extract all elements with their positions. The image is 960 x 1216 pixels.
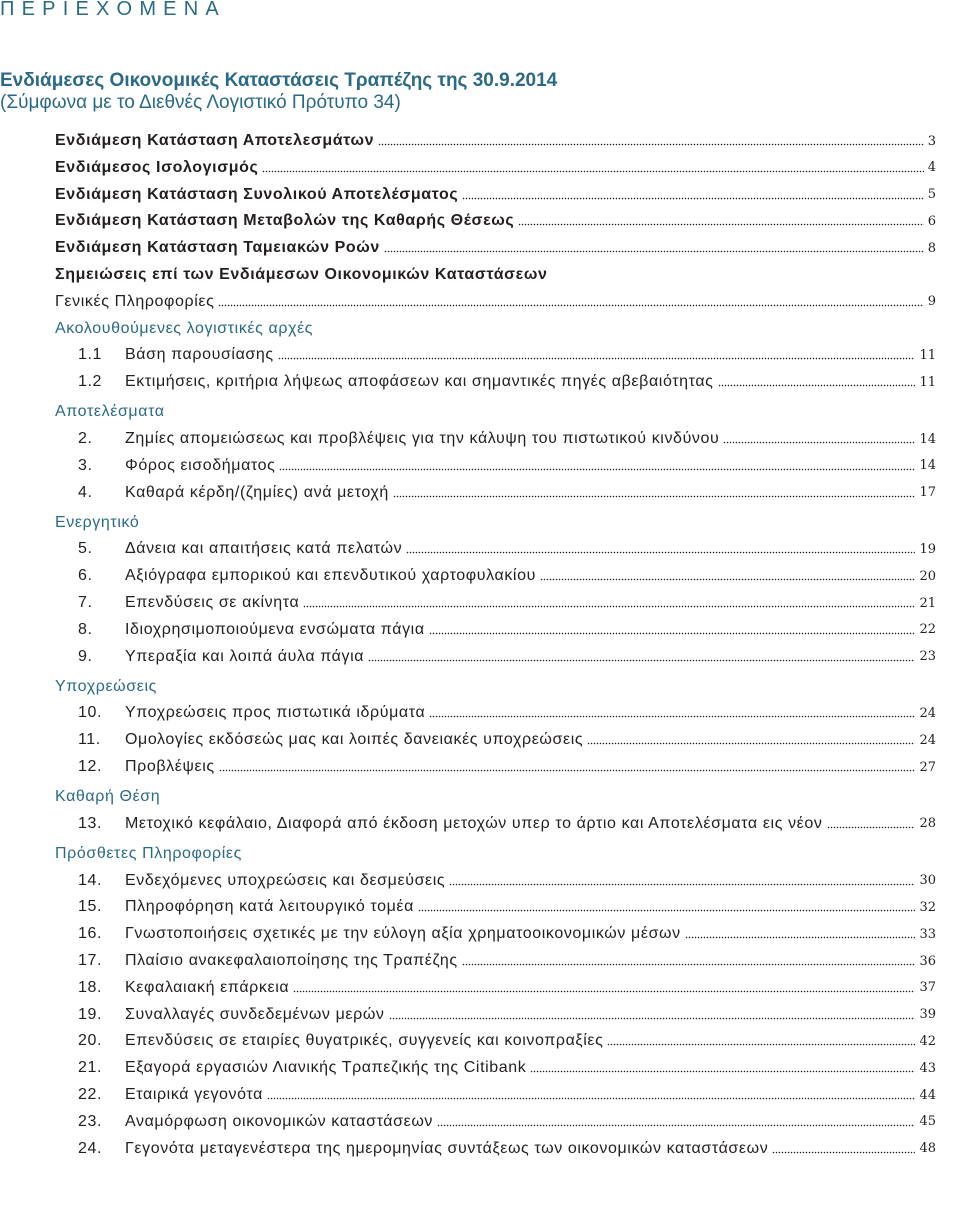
toc-note-entry[interactable] [78,921,936,947]
dot-leader [278,357,916,360]
dot-leader [279,468,915,471]
toc-entry-label: Γεγονότα μεταγενέστερα της ημερομηνίας συντάξεως των οικονομικών καταστάσεων [125,1139,769,1157]
toc-entry-label: Γενικές Πληροφορίες [55,292,215,310]
toc-entry-label: Βάση παρουσίασης [125,346,274,364]
toc-note-entry[interactable] [78,563,936,589]
toc-entry-number: 11. [78,731,101,749]
dot-leader [437,1124,915,1127]
dot-leader [429,715,915,718]
toc-statement-entry[interactable] [55,155,936,181]
toc-entry-label: Μετοχικό κεφάλαιο, Διαφορά από έκδοση μετοχών υπερ το άρτιο και Αποτελέσματα εις νέον [125,814,823,832]
page-number: 3 [927,133,936,149]
page-number: 17 [919,485,936,501]
page-number: 36 [919,953,936,969]
toc-entry-number: 19. [78,1005,103,1023]
toc-entry-number: 14. [78,871,103,889]
page-number: 42 [919,1033,936,1049]
dot-leader [393,495,916,498]
toc-entry-label: Καθαρά κέρδη/(ζημίες) ανά μετοχή [125,483,389,501]
report-subtitle: (Σύμφωνα με το Διεθνές Λογιστικό Πρότυπο 34) [0,92,401,113]
page-number: 14 [919,458,936,474]
page-number: 20 [919,568,936,584]
toc-note-entry[interactable] [78,480,936,506]
dot-leader [368,659,915,662]
page-number: 27 [919,759,936,775]
toc-entry-number: 8. [78,620,93,638]
section-heading-accounting-policies: Ακολουθούμενες λογιστικές αρχές [55,319,314,337]
toc-entry-number: 5. [78,540,93,558]
dot-leader [462,963,916,966]
toc-entry-label: Ενδιάμεση Κατάσταση Ταμειακών Ροών [55,239,380,257]
toc-note-entry[interactable] [78,727,936,753]
page-number: 22 [919,622,936,638]
toc-entry-label: Εταιρικά γεγονότα [125,1086,263,1104]
toc-note-entry[interactable] [78,453,936,479]
dot-leader [389,1017,916,1020]
toc-entry-label: Εκτιμήσεις, κριτήρια λήψεως αποφάσεων και σημαντικές πηγές αβεβαιότητας [125,373,714,391]
toc-statement-entry[interactable] [55,128,936,154]
page-number: 39 [919,1007,936,1023]
toc-statement-entry[interactable] [55,235,936,261]
toc-entry-number: 6. [78,567,93,585]
section-heading-results: Αποτελέσματα [55,403,165,421]
toc-note-entry[interactable] [78,617,936,643]
toc-note-entry[interactable] [78,894,936,920]
toc-entry-label: Φόρος εισοδήματος [125,456,276,474]
page-number: 11 [919,347,936,363]
page-number: 24 [919,705,936,721]
toc-entry-number: 18. [78,978,103,996]
toc-entry-label: Ενδιάμεση Κατάσταση Μεταβολών της Καθαρής Θέσεως [55,212,515,230]
toc-entry-number: 20. [78,1032,103,1050]
toc-entry-number: 17. [78,952,103,970]
dot-leader [449,883,915,886]
dot-leader [462,197,923,200]
page-number: 23 [919,649,936,665]
toc-entry-number: 3. [78,456,93,474]
toc-note-entry[interactable] [78,975,936,1001]
toc-entry-label: Ζημίες απομειώσεως και προβλέψεις για την κάλυψη του πιστωτικού κινδύνου [125,430,720,448]
dot-leader [540,578,916,581]
section-heading-equity: Καθαρή Θέση [55,788,161,806]
toc-note-entry[interactable] [78,1136,936,1162]
dot-leader [718,384,916,387]
toc-entry-label: Γνωστοποιήσεις σχετικές με την εύλογη αξία χρηματοοικονομικών μέσων [125,925,681,943]
toc-note-entry[interactable] [78,536,936,562]
toc-note-entry[interactable] [78,1028,936,1054]
dot-leader [723,441,915,444]
page-number: 32 [919,899,936,915]
dot-leader [406,551,915,554]
report-title: Ενδιάμεσες Οικονομικές Καταστάσεις Τραπέζης της 30.9.2014 [0,70,558,91]
section-heading-additional-info: Πρόσθετες Πληροφορίες [55,844,242,862]
toc-entry-label: Ενδιάμεση Κατάσταση Αποτελεσμάτων [55,132,375,149]
toc-note-entry[interactable] [78,811,936,837]
toc-entry-label: Δάνεια και απαιτήσεις κατά πελατών [125,540,403,558]
toc-entry-number: 10. [78,704,103,722]
page-number: 4 [927,160,936,176]
toc-note-entry[interactable] [78,1002,936,1028]
page-number: 48 [919,1141,936,1157]
dot-leader [303,605,915,608]
toc-entry-label: Κεφαλαιακή επάρκεια [125,978,290,996]
toc-entry-label: Αξιόγραφα εμπορικού και επενδυτικού χαρτοφυλακίου [125,567,536,585]
toc-entry-label: Υπεραξία και λοιπά άυλα πάγια [125,647,365,665]
toc-entry-label: Ενδιάμεσος Ισολογισμός [55,158,259,176]
page-number: 5 [927,187,936,203]
toc-entry-label: Συναλλαγές συνδεδεμένων μερών [125,1005,385,1023]
toc-entry-number: 16. [78,925,103,943]
toc-statement-entry[interactable] [55,208,936,234]
toc-note-entry[interactable] [78,342,936,368]
toc-entry-label: Πλαίσιο ανακεφαλαιοποίησης της Τραπέζης [125,952,458,970]
toc-note-entry[interactable] [78,369,936,395]
dot-leader [827,826,916,829]
toc-note-entry[interactable] [78,644,936,670]
toc-entry-number: 21. [78,1059,103,1077]
toc-entry-label: Προβλέψεις [125,758,215,776]
page-number: 8 [927,240,936,256]
toc-entry-number: 4. [78,483,93,501]
dot-leader [607,1043,915,1046]
toc-entry-number: 1.1 [78,346,103,364]
dot-leader [418,909,915,912]
toc-note-entry[interactable] [78,1082,936,1108]
toc-entry-number: 24. [78,1139,103,1157]
toc-entry-label: Εξαγορά εργασιών Λιανικής Τραπεζικής της Citibank [125,1059,527,1077]
page-number: 9 [927,294,936,310]
toc-entry-label: Ιδιοχρησιμοποιούμενα ενσώματα πάγια [125,620,425,638]
page-number: 11 [919,374,936,390]
section-heading-assets: Ενεργητικό [55,513,140,531]
dot-leader [219,769,916,772]
dot-leader [218,304,923,307]
page-number: 33 [919,926,936,942]
toc-statement-entry[interactable] [55,182,936,208]
dot-leader [429,632,916,635]
page-number: 43 [919,1060,936,1076]
notes-section-title: Σημειώσεις επί των Ενδιάμεσων Οικονομικών Καταστάσεων [55,266,548,283]
toc-note-entry[interactable] [78,426,936,452]
dot-leader [772,1151,915,1154]
page-number: 14 [919,431,936,447]
dot-leader [518,223,923,226]
dot-leader [262,170,923,173]
toc-entry-label: Επενδύσεις σε ακίνητα [125,594,300,612]
toc-entry-number: 13. [78,814,103,832]
toc-note-entry[interactable] [78,948,936,974]
toc-entry-number: 1.2 [78,373,103,391]
toc-entry-label: Ενδιάμεση Κατάσταση Συνολικού Αποτελέσματος [55,185,459,203]
toc-entry-label: Ενδεχόμενες υποχρεώσεις και δεσμεύσεις [125,871,446,889]
toc-entry-number: 9. [78,647,93,665]
toc-entry-label: Υποχρεώσεις προς πιστωτικά ιδρύματα [125,704,426,722]
dot-leader [587,742,915,745]
page-number: 21 [919,595,936,611]
toc-entry-label: Πληροφόρηση κατά λειτουργικό τομέα [125,898,415,916]
dot-leader [378,143,924,146]
page-number: 24 [919,732,936,748]
toc-entry-number: 2. [78,430,93,448]
section-heading-liabilities: Υποχρεώσεις [55,677,157,695]
toc-entry-number: 23. [78,1112,103,1130]
report-header [0,70,557,114]
page-number: 37 [919,980,936,996]
toc-note-entry[interactable] [78,700,936,726]
toc-note-entry[interactable] [78,1109,936,1135]
page-number: 45 [919,1114,936,1130]
page-number: 28 [919,816,936,832]
toc-note-entry[interactable] [78,590,936,616]
page-number: 44 [919,1087,936,1103]
toc-entry-number: 15. [78,898,103,916]
dot-leader [384,250,924,253]
toc-entry-number: 7. [78,594,93,612]
toc-note-entry[interactable] [78,754,936,780]
page-number: 6 [927,213,936,229]
dot-leader [267,1097,915,1100]
toc-entry-label: Ομολογίες εκδόσεώς μας και λοιπές δανειακές υποχρεώσεις [125,731,584,749]
page-number: 19 [919,541,936,557]
toc-entry-number: 12. [78,758,103,776]
toc-entry-label: Επενδύσεις σε εταιρίες θυγατρικές, συγγενείς και κοινοπραξίες [125,1032,604,1050]
toc-entry-number: 22. [78,1086,103,1104]
toc-entry-label: Αναμόρφωση οικονομικών καταστάσεων [125,1112,434,1130]
page-number: 30 [919,873,936,889]
toc-note-entry[interactable] [78,868,936,894]
page-title: ΠΕΡΙΕΧΟΜΕΝΑ [0,0,226,20]
toc-general-info-entry[interactable] [55,289,936,315]
dot-leader [530,1070,915,1073]
dot-leader [293,990,915,993]
dot-leader [685,936,916,939]
toc-note-entry[interactable] [78,1055,936,1081]
